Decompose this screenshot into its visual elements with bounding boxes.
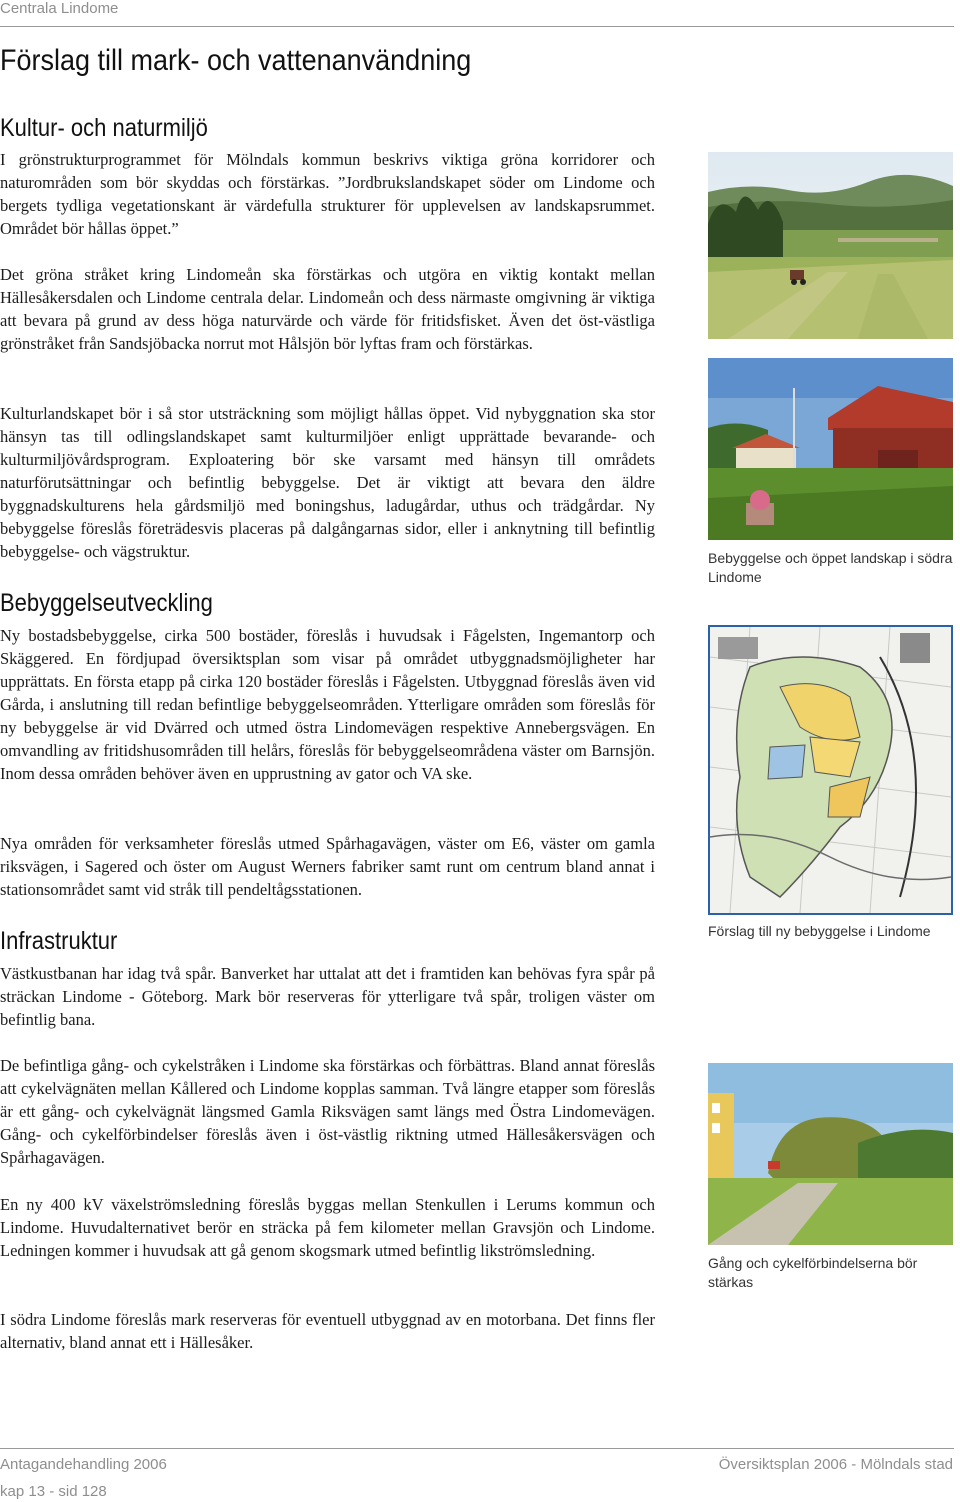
footer-rule xyxy=(0,1448,954,1449)
page-number: kap 13 - sid 128 xyxy=(0,1483,107,1500)
footer-left: Antagandehandling 2006 xyxy=(0,1456,167,1473)
page-title: Förslag till mark- och vattenanvändning xyxy=(0,44,472,77)
heading-kultur: Kultur- och naturmiljö xyxy=(0,114,208,142)
bebyggelse-paragraph-1: Ny bostadsbebyggelse, cirka 500 bostäder, föreslås i huvudsak i Fågelsten, Ingemantorp och Skäggered. En fördjupad översiktsplan som visar på området utbyggnadsmöjligheter har upprättats. En första etapp på cirka 120 bostäder föreslås i Fågelsten. Utbyggnad föreslås även vid Gårda, i anslutning till redan befintlige bebyggelseområden. Ytterligare områden som föreslås för ny bebyggelse är vid Dvärred och utmed östra Lindomevägen respektive Annebergsvägen. En omvandling av fritidshusområden till helårs, föreslås för bebyggelseområdena väster om Barnsjön. Inom dessa områden behöver även en upprustning av gator och VA ske. xyxy=(0,626,655,783)
infra-paragraph-4: I södra Lindome föreslås mark reserveras för eventuell utbyggnad av en motorbana. Det finns fler alternativ, bland annat ett i Hällesåker. xyxy=(0,1310,655,1352)
landscape-photo xyxy=(708,152,953,339)
kultur-paragraph-2: Det gröna stråket kring Lindomeån ska förstärkas och utgöra en viktig kontakt mellan Hällesåkersdalen och Lindome centrala delar. Lindomeån och dess närmaste omgivning är viktiga att bevara på grund av dess höga naturvärde och värde för fritidsfisket. Även det öst-västliga grönstråket från Sandsjöbacka norrut mot Hålsjön bör lyftas fram och förstärkas. xyxy=(0,265,655,353)
farm-buildings-photo xyxy=(708,358,953,540)
heading-infrastruktur: Infrastruktur xyxy=(0,927,118,955)
infra-paragraph-1: Västkustbanan har idag två spår. Banverket har uttalat att det i framtiden kan behövas fyra spår på sträckan Lindome - Göteborg. Mark bör reserveras för ytterligare två spår, troligen väster om befintlig bana. xyxy=(0,964,655,1029)
footer-right: Översiktsplan 2006 - Mölndals stad xyxy=(718,1456,953,1473)
kultur-paragraph-3: Kulturlandskapet bör i så stor utsträckning som möjligt hållas öppet. Vid nybyggnation ska stor hänsyn tas till odlingslandskapet samt kulturmiljöer enligt upprättade bevarande- och kulturmiljövårdsprogram. Exploatering bör ske varsamt med hänsyn till områdets naturförutsättningar och befintlig bebyggelse. Det är viktigt att bevara den äldre byggnadskulturens hela gårdsmiljö med boningshus, ladugårdar, uthus och trädgårdar. Ny bebyggelse föreslås företrädesvis placeras på dalgångarnas sidor, eller i anknytning till befintlig bebyggelse- och vägstruktur. xyxy=(0,404,655,561)
caption-path-photo: Gång och cykelförbindelserna bör stärkas xyxy=(708,1255,918,1290)
infra-paragraph-3: En ny 400 kV växelströmsledning föreslås byggas mellan Stenkullen i Lerums kommun och Lindome. Huvudalternativet berör en sträcka på fem kilometer mellan Gravsjön och Lindome. Ledningen kommer i huvudsak att gå genom skogsmark utmed befintlig likströmsledning. xyxy=(0,1195,655,1260)
kultur-paragraph-1: I grönstrukturprogrammet för Mölndals kommun beskrivs viktiga gröna korridorer och naturområden som bör skyddas och förstärkas. ”Jordbrukslandskapet söder om Lindome och bergets tydliga vegetationskant är värdefulla strukturer för upplevelsen av landskapsrummet. Området bör hållas öppet.” xyxy=(0,150,655,238)
bebyggelse-paragraph-2: Nya områden för verksamheter föreslås utmed Spårhagavägen, väster om E6, väster om gamla riksvägen, i Sagered och öster om August Werners fabriker samt runt om centrum bland annat i stationsområdet samt vid stråk till pendeltågsstationen. xyxy=(0,834,655,899)
caption-map: Förslag till ny bebyggelse i Lindome xyxy=(708,923,931,939)
development-map xyxy=(708,625,953,915)
caption-farm-photo: Bebyggelse och öppet landskap i södra Lindome xyxy=(708,550,953,585)
infra-paragraph-2: De befintliga gång- och cykelstråken i Lindome ska förstärkas och förbättras. Bland annat föreslås att cykelvägnäten mellan Kållered och Lindome kopplas samman. Två längre etapper som föreslås är ett gång- och cykelvägnät längsmed Gamla Riksvägen samt längs med Östra Lindomevägen. Gång- och cykelförbindelser föreslås även i öst-västlig riktning utmed Hällesåkersvägen och Spårhagavägen. xyxy=(0,1056,655,1167)
running-header: Centrala Lindome xyxy=(0,0,119,17)
path-park-photo xyxy=(708,1063,953,1245)
header-rule xyxy=(0,26,954,27)
heading-bebyggelse: Bebyggelseutveckling xyxy=(0,589,213,617)
